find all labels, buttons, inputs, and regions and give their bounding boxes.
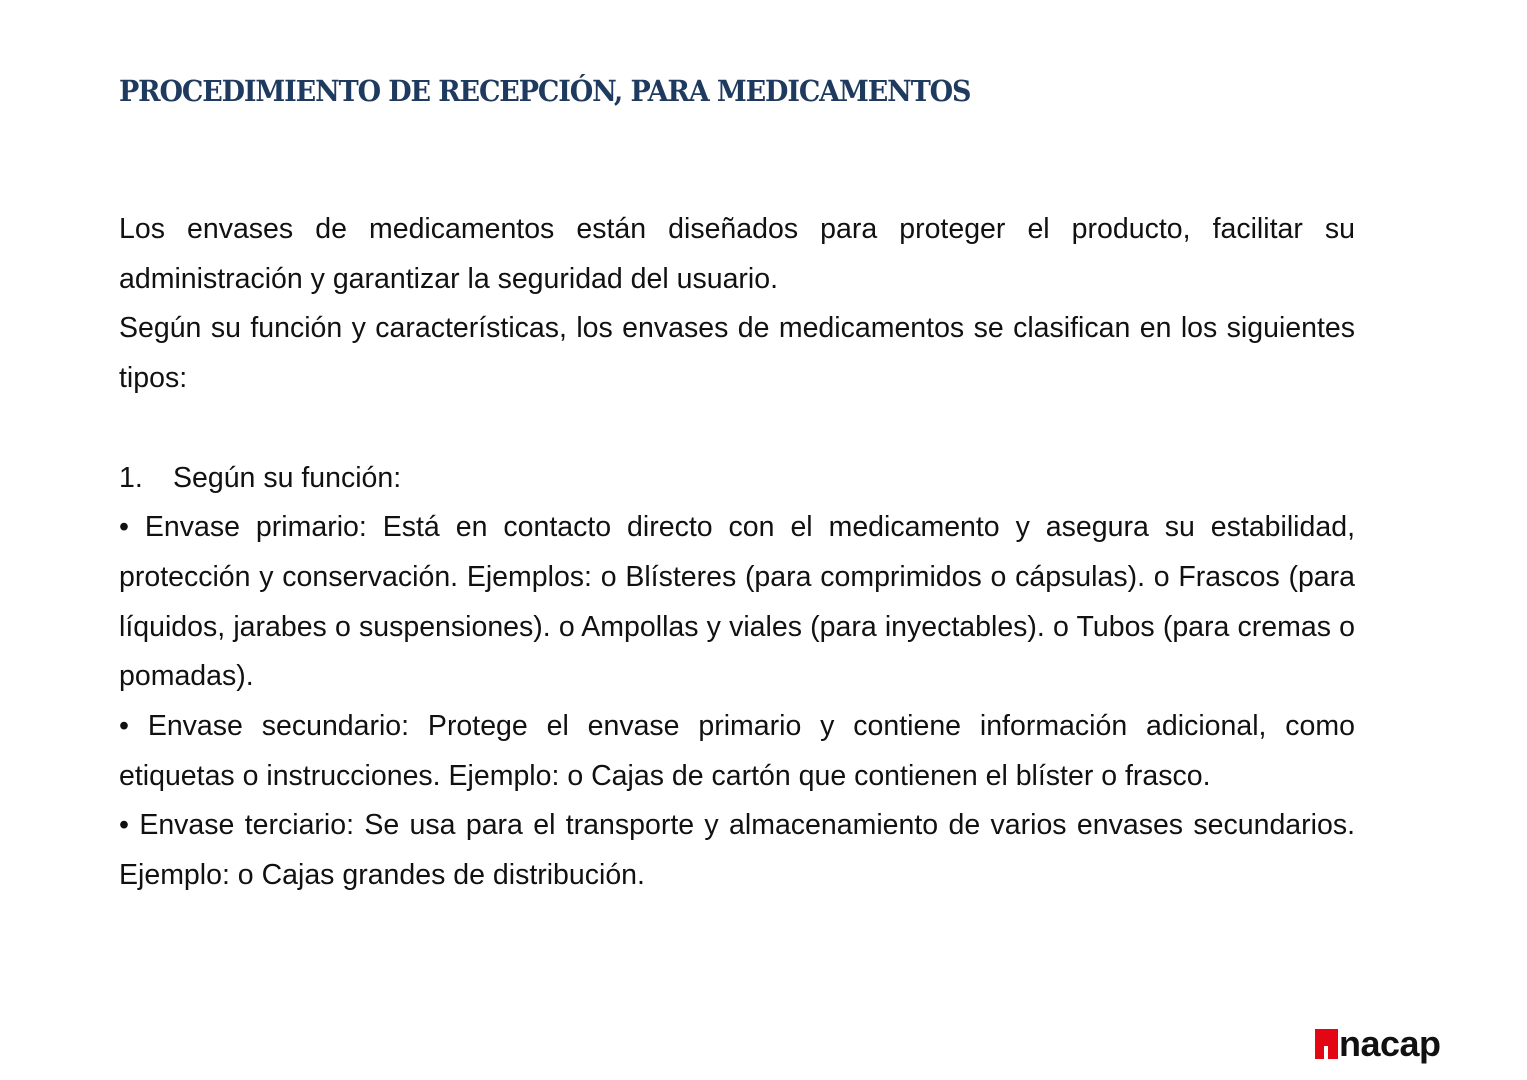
bullet-item-tertiary: • Envase terciario: Se usa para el transporte y almacenamiento de varios envases secundarios. Ejemplo: o Cajas grandes de distribución. [119, 809, 1355, 892]
section-heading-text: Según su función: [173, 461, 402, 494]
logo-notch [1324, 1046, 1328, 1059]
section-number: 1. [119, 461, 143, 494]
logo-wordmark: nacap [1339, 1023, 1441, 1064]
section-heading [119, 454, 1355, 504]
intro-paragraph: Los envases de medicamentos están diseñados para proteger el producto, facilitar su administración y garantizar la seguridad del usuario. [119, 213, 1355, 295]
document-body [119, 205, 1355, 901]
bullet-item-primary: • Envase primario: Está en contacto directo con el medicamento y asegura su estabilidad, protección y conservación. Ejemplos: o Blísteres (para comprimidos o cápsulas). o Frascos (para líquidos, jarabes o suspensiones). o Ampollas y viales (para inyectables). o Tubos (para cremas o pomadas). [119, 511, 1355, 693]
page-title: PROCEDIMIENTO DE RECEPCIÓN, PARA MEDICAMENTOS [119, 74, 971, 108]
inacap-logo-mark-icon [1315, 1029, 1338, 1059]
bullet-item-secondary: • Envase secundario: Protege el envase primario y contiene información adicional, como etiquetas o instrucciones. Ejemplo: o Cajas de cartón que contienen el blíster o frasco. [119, 710, 1355, 792]
intro-paragraph: Según su función y características, los envases de medicamentos se clasifican en los siguientes tipos: [119, 312, 1355, 395]
paragraph-spacer [119, 404, 1355, 454]
inacap-logo [1315, 1022, 1441, 1062]
